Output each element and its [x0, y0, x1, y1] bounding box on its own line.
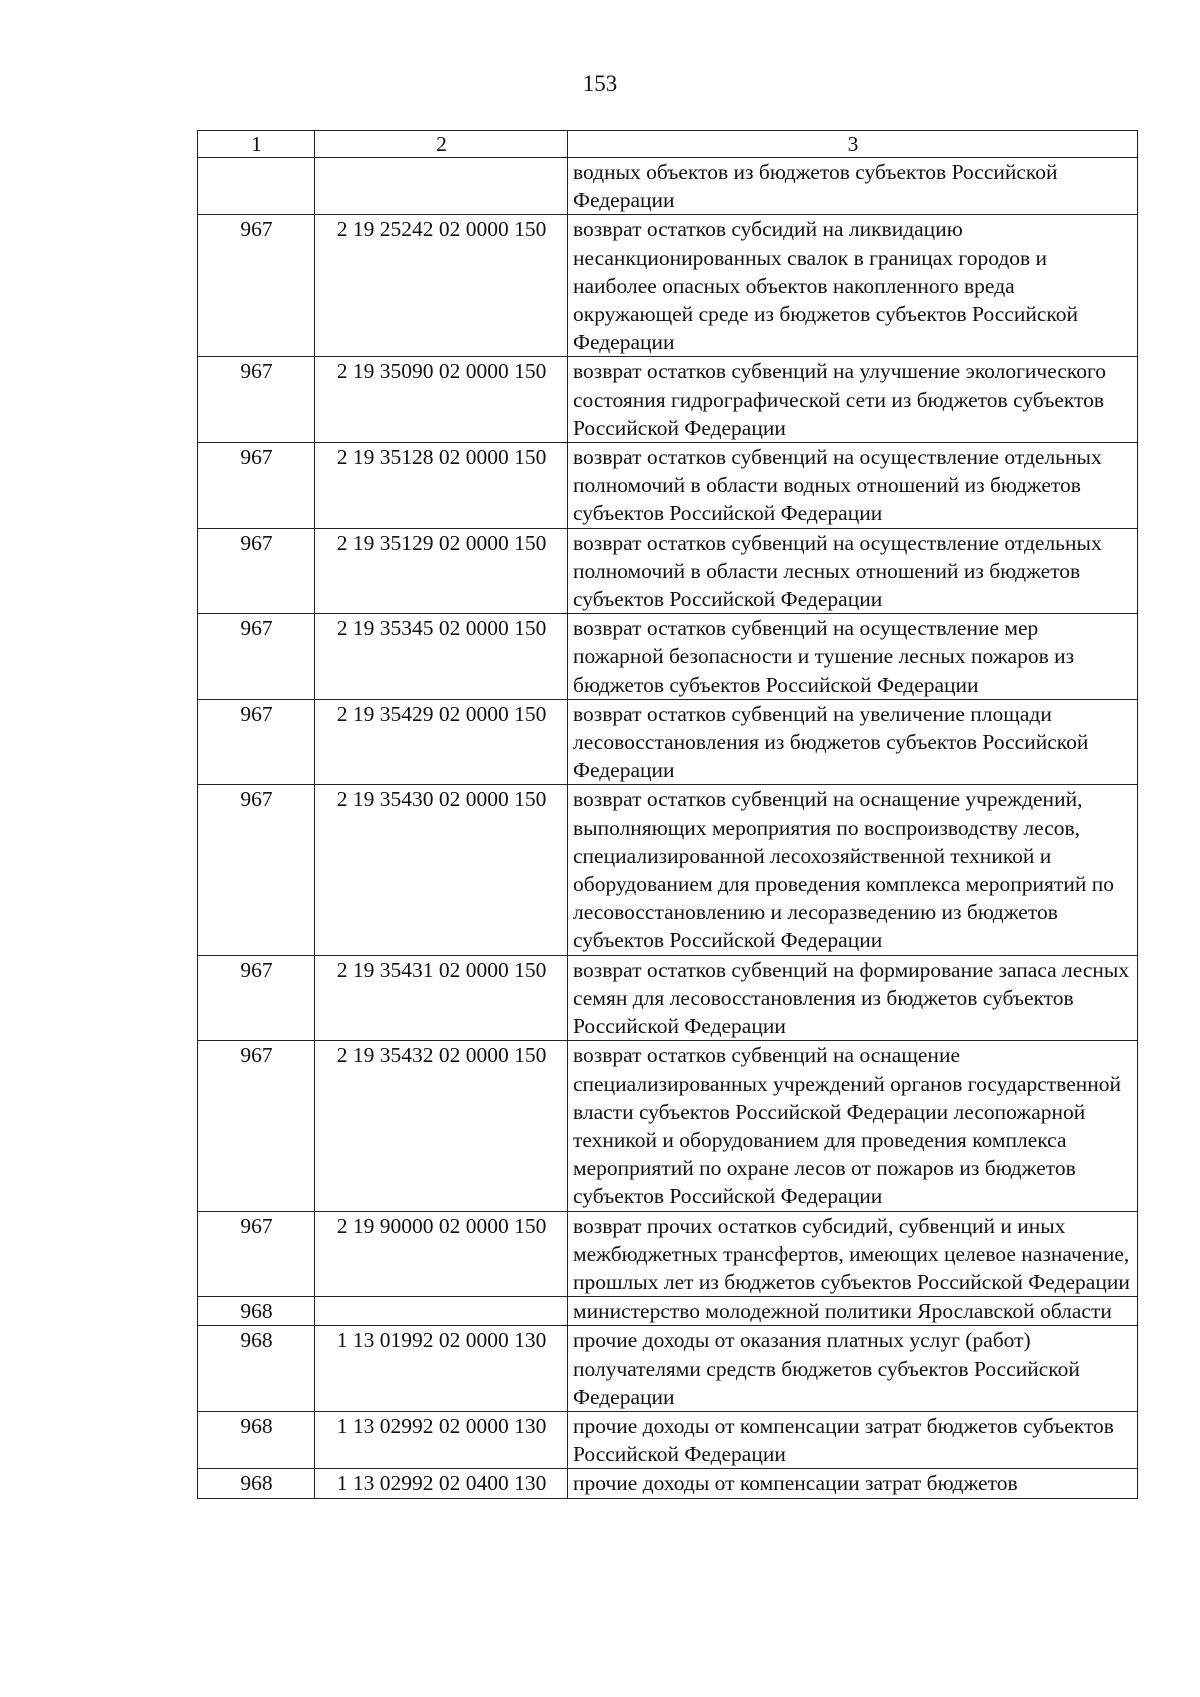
- budget-code-cell: 2 19 25242 02 0000 150: [315, 215, 568, 357]
- table-row: [198, 357, 1138, 443]
- admin-code-cell: 967: [198, 699, 315, 785]
- admin-code-cell: 967: [198, 1041, 315, 1211]
- description-cell: возврат остатков субвенций на формирование запаса лесных семян для лесовосстановления из бюджетов субъектов Российской Федерации: [568, 955, 1138, 1041]
- description-cell: возврат остатков субсидий на ликвидацию несанкционированных свалок в границах городов и наиболее опасных объектов накопленного вреда окружающей среде из бюджетов субъектов Российской Федерации: [568, 215, 1138, 357]
- table-row: [198, 158, 1138, 215]
- budget-code-cell: 2 19 35429 02 0000 150: [315, 699, 568, 785]
- admin-code-cell: 967: [198, 357, 315, 443]
- admin-code-cell: 967: [198, 528, 315, 614]
- table-row: [198, 614, 1138, 700]
- admin-code-cell: 967: [198, 215, 315, 357]
- table-row: [198, 1041, 1138, 1211]
- description-cell: водных объектов из бюджетов субъектов Российской Федерации: [568, 158, 1138, 215]
- description-cell: возврат остатков субвенций на осуществление отдельных полномочий в области лесных отношений из бюджетов субъектов Российской Федерации: [568, 528, 1138, 614]
- header-cell-1: 1: [198, 131, 315, 158]
- description-cell: возврат остатков субвенций на увеличение площади лесовосстановления из бюджетов субъектов Российской Федерации: [568, 699, 1138, 785]
- admin-code-cell: 967: [198, 955, 315, 1041]
- table-row: [198, 699, 1138, 785]
- budget-code-cell: 2 19 35090 02 0000 150: [315, 357, 568, 443]
- budget-code-cell: 2 19 35128 02 0000 150: [315, 443, 568, 529]
- table-row: [198, 215, 1138, 357]
- description-cell: министерство молодежной политики Ярославской области: [568, 1297, 1138, 1326]
- budget-code-cell: 2 19 35432 02 0000 150: [315, 1041, 568, 1211]
- table-row: [198, 528, 1138, 614]
- budget-code-cell: 2 19 35431 02 0000 150: [315, 955, 568, 1041]
- budget-code-cell: 2 19 90000 02 0000 150: [315, 1211, 568, 1297]
- table-row: [198, 443, 1138, 529]
- budget-code-cell: 2 19 35430 02 0000 150: [315, 785, 568, 955]
- admin-code-cell: 967: [198, 1211, 315, 1297]
- description-cell: возврат остатков субвенций на оснащение специализированных учреждений органов государственной власти субъектов Российской Федерации лесопожарной техникой и оборудованием для проведения комплекса мероприятий по охране лесов от пожаров из бюджетов субъектов Российской Федерации: [568, 1041, 1138, 1211]
- description-cell: прочие доходы от оказания платных услуг (работ) получателями средств бюджетов субъектов Российской Федерации: [568, 1326, 1138, 1412]
- table-header-row: [198, 131, 1138, 158]
- admin-code-cell: [198, 158, 315, 215]
- table-row: [198, 1211, 1138, 1297]
- description-cell: возврат прочих остатков субсидий, субвенций и иных межбюджетных трансфертов, имеющих целевое назначение, прошлых лет из бюджетов субъектов Российской Федерации: [568, 1211, 1138, 1297]
- admin-code-cell: 967: [198, 443, 315, 529]
- budget-code-cell: 2 19 35129 02 0000 150: [315, 528, 568, 614]
- table-row: [198, 785, 1138, 955]
- admin-code-cell: 968: [198, 1297, 315, 1326]
- budget-code-cell: 2 19 35345 02 0000 150: [315, 614, 568, 700]
- header-cell-2: 2: [315, 131, 568, 158]
- admin-code-cell: 968: [198, 1411, 315, 1468]
- budget-code-cell: [315, 158, 568, 215]
- description-cell: возврат остатков субвенций на осуществление отдельных полномочий в области водных отношений из бюджетов субъектов Российской Федерации: [568, 443, 1138, 529]
- description-cell: возврат остатков субвенций на улучшение экологического состояния гидрографической сети из бюджетов субъектов Российской Федерации: [568, 357, 1138, 443]
- table-row: [198, 1469, 1138, 1498]
- description-cell: прочие доходы от компенсации затрат бюджетов: [568, 1469, 1138, 1498]
- budget-code-cell: 1 13 01992 02 0000 130: [315, 1326, 568, 1412]
- header-cell-3: 3: [568, 131, 1138, 158]
- admin-code-cell: 967: [198, 614, 315, 700]
- table-row: [198, 1326, 1138, 1412]
- description-cell: возврат остатков субвенций на оснащение учреждений, выполняющих мероприятия по воспроизводству лесов, специализированной лесохозяйственной техникой и оборудованием для проведения комплекса мероприятий по лесовосстановлению и лесоразведению из бюджетов субъектов Российской Федерации: [568, 785, 1138, 955]
- admin-code-cell: 968: [198, 1469, 315, 1498]
- budget-code-cell: 1 13 02992 02 0400 130: [315, 1469, 568, 1498]
- table-row: [198, 1297, 1138, 1326]
- budget-codes-table: [197, 130, 1138, 1499]
- budget-code-cell: 1 13 02992 02 0000 130: [315, 1411, 568, 1468]
- admin-code-cell: 967: [198, 785, 315, 955]
- budget-code-cell: [315, 1297, 568, 1326]
- description-cell: прочие доходы от компенсации затрат бюджетов субъектов Российской Федерации: [568, 1411, 1138, 1468]
- page-number: 153: [582, 71, 618, 96]
- table-row: [198, 1411, 1138, 1468]
- description-cell: возврат остатков субвенций на осуществление мер пожарной безопасности и тушение лесных пожаров из бюджетов субъектов Российской Федерации: [568, 614, 1138, 700]
- table-row: [198, 955, 1138, 1041]
- admin-code-cell: 968: [198, 1326, 315, 1412]
